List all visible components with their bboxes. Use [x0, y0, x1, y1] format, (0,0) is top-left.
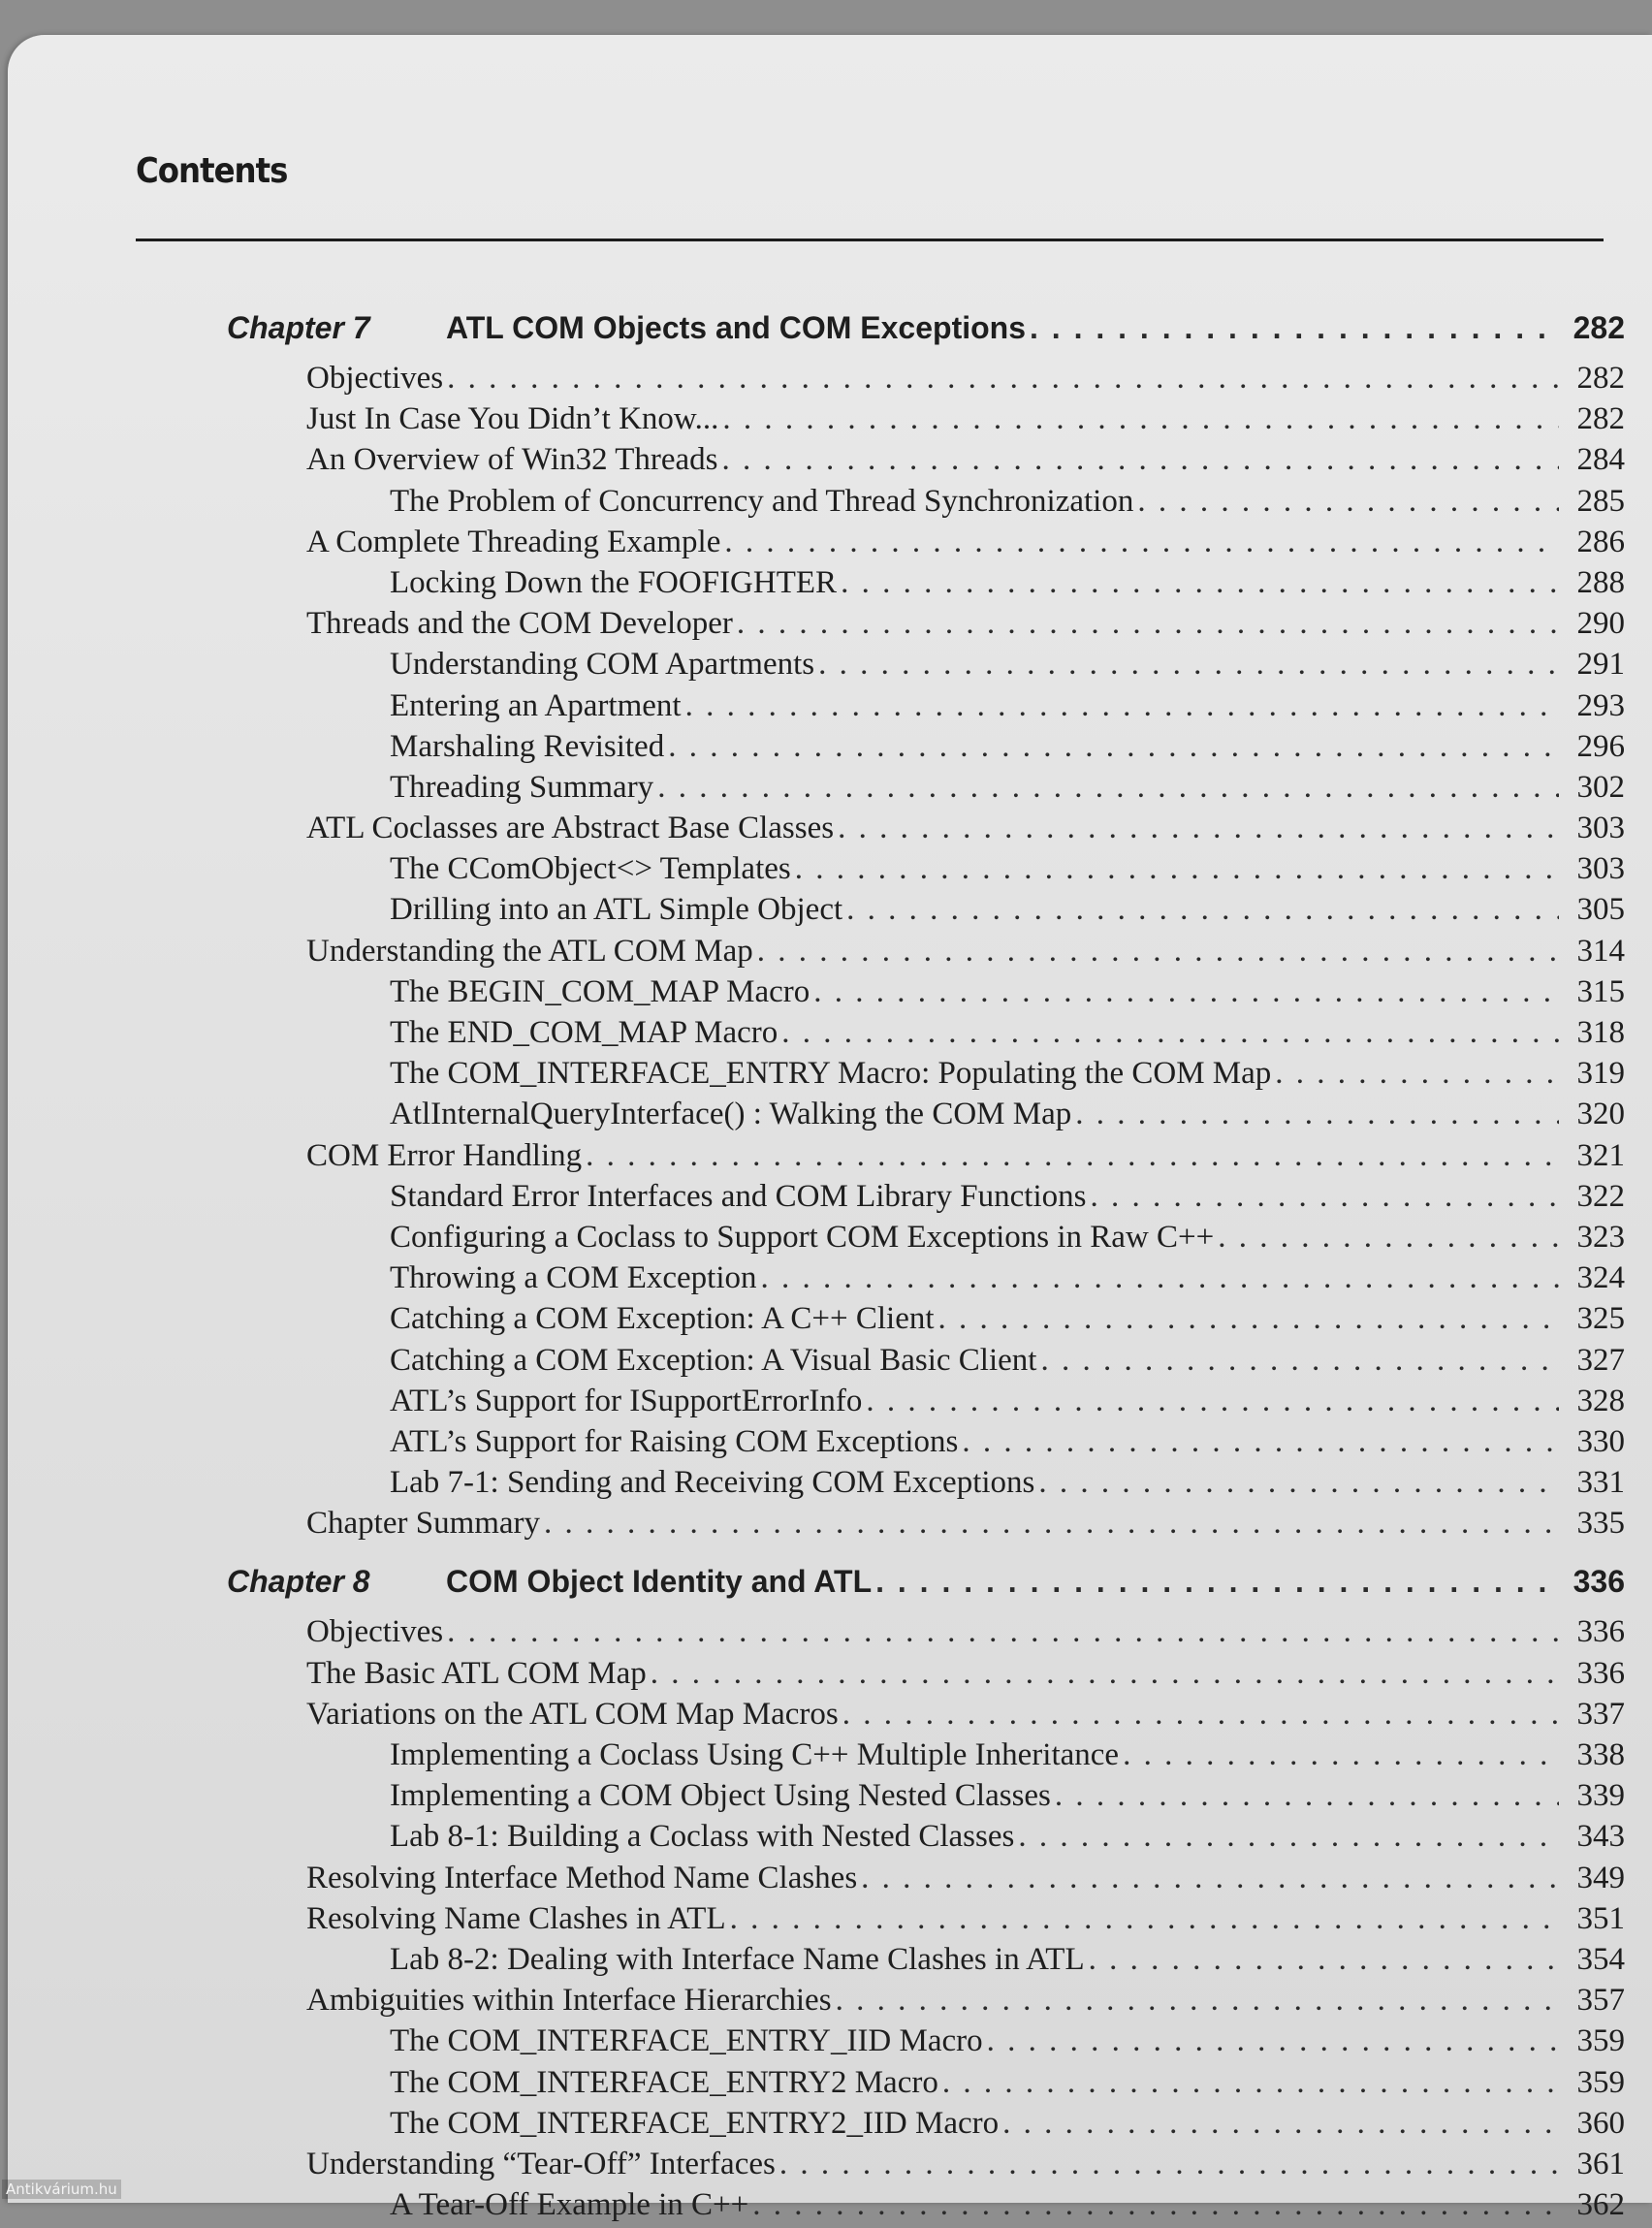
dot-leader	[752, 2187, 1559, 2223]
toc-entry-title: The COM_INTERFACE_ENTRY_IID Macro	[390, 2023, 983, 2059]
toc-entry	[8, 606, 1652, 647]
chapter-gap	[8, 1546, 1652, 1564]
dot-leader	[942, 2065, 1559, 2101]
toc-entry	[8, 2023, 1652, 2064]
dot-leader	[1018, 1819, 1559, 1855]
toc-entry-title: COM Error Handling	[306, 1137, 583, 1173]
toc-entry	[8, 1778, 1652, 1819]
toc-entry-title: Lab 7-1: Sending and Receiving COM Exceptions	[390, 1465, 1035, 1501]
dot-leader	[724, 525, 1559, 560]
dot-leader	[447, 361, 1559, 397]
dot-leader	[779, 2147, 1559, 2182]
dot-leader	[842, 1697, 1559, 1733]
toc-entry-title: ATL’s Support for Raising COM Exceptions	[390, 1423, 959, 1459]
toc-entry	[8, 688, 1652, 729]
dot-leader	[1038, 1465, 1559, 1501]
toc-entry	[8, 1424, 1652, 1465]
toc-entry	[8, 484, 1652, 525]
toc-entry-title: Catching a COM Exception: A C++ Client	[390, 1301, 935, 1337]
running-head: Contents	[136, 151, 288, 191]
toc-entry	[8, 565, 1652, 606]
toc-entry-page-number: 343	[1576, 1819, 1625, 1855]
toc-entry-page-number: 325	[1576, 1301, 1625, 1337]
dot-leader	[841, 565, 1559, 601]
toc-entry-page-number: 302	[1576, 769, 1625, 805]
toc-entry-page-number: 293	[1576, 687, 1625, 723]
dot-leader	[761, 1260, 1559, 1296]
toc-entry	[8, 361, 1652, 401]
toc-entry	[8, 934, 1652, 974]
toc-entry-page-number: 331	[1576, 1465, 1625, 1501]
toc-entry-page-number: 282	[1576, 401, 1625, 437]
dot-leader	[838, 811, 1559, 846]
toc-entry-page-number: 357	[1576, 1983, 1625, 2019]
toc-entry-page-number: 336	[1576, 1655, 1625, 1691]
toc-entry-title: Configuring a Coclass to Support COM Exceptions in Raw C++	[390, 1219, 1215, 1255]
toc-entry	[8, 401, 1652, 442]
toc-entry	[8, 1506, 1652, 1546]
toc-entry	[8, 1983, 1652, 2023]
dot-leader	[866, 1384, 1559, 1419]
toc-entry-title: Catching a COM Exception: A Visual Basic Client	[390, 1342, 1037, 1378]
toc-entry-title: A Tear-Off Example in C++	[390, 2187, 749, 2223]
toc-entry	[8, 729, 1652, 770]
toc-entry	[8, 1901, 1652, 1942]
chapter-number: Chapter 7	[227, 310, 370, 345]
toc-entry-page-number: 290	[1576, 606, 1625, 642]
toc-entry-page-number: 296	[1576, 728, 1625, 764]
toc-entry-title: Lab 8-1: Building a Coclass with Nested Classes	[390, 1819, 1015, 1855]
toc-entry	[8, 1015, 1652, 1056]
toc-entry-page-number: 286	[1576, 524, 1625, 559]
toc-entry-page-number: 315	[1576, 973, 1625, 1009]
toc-entry	[8, 442, 1652, 483]
toc-entry-page-number: 303	[1576, 811, 1625, 846]
chapter-title: ATL COM Objects and COM Exceptions	[446, 310, 1026, 345]
dot-leader	[987, 2023, 1559, 2059]
toc-entry-page-number: 362	[1576, 2187, 1625, 2223]
dot-leader	[861, 1861, 1559, 1896]
toc-entry-title: ATL Coclasses are Abstract Base Classes	[306, 811, 835, 846]
toc-entry	[8, 1819, 1652, 1860]
toc-entry-title: Lab 8-2: Dealing with Interface Name Clashes in ATL	[390, 1941, 1085, 1977]
toc-entry-title: Just In Case You Didn’t Know...	[306, 401, 719, 437]
toc-entry-page-number: 359	[1576, 2064, 1625, 2100]
dot-leader	[447, 1614, 1559, 1650]
toc-entry-page-number: 324	[1576, 1260, 1625, 1296]
dot-leader	[1275, 1056, 1559, 1092]
toc-entry-page-number: 338	[1576, 1737, 1625, 1772]
dot-leader	[795, 851, 1559, 887]
dot-leader	[875, 1564, 1559, 1600]
toc-entry	[8, 1697, 1652, 1737]
dot-leader	[962, 1424, 1559, 1460]
watermark: Antikvárium.hu	[2, 2180, 121, 2199]
dot-leader	[836, 1983, 1559, 2019]
toc-entry-title: AtlInternalQueryInterface() : Walking the COM Map	[390, 1097, 1072, 1132]
dot-leader	[1090, 1179, 1559, 1215]
toc-entry-title: The COM_INTERFACE_ENTRY Macro: Populating the COM Map	[390, 1056, 1272, 1092]
toc-entry-title: Drilling into an ATL Simple Object	[390, 892, 843, 928]
dot-leader	[1218, 1220, 1559, 1256]
toc-entry	[8, 2187, 1652, 2228]
toc-entry	[8, 974, 1652, 1015]
toc-entry-title: Standard Error Interfaces and COM Library Functions	[390, 1178, 1087, 1214]
toc-entry	[8, 892, 1652, 933]
toc-entry-page-number: 335	[1576, 1506, 1625, 1542]
dot-leader	[1002, 2106, 1559, 2142]
toc-entry-title: Objectives	[306, 1614, 444, 1650]
toc-entry	[8, 1097, 1652, 1137]
toc-entry-title: Ambiguities within Interface Hierarchies	[306, 1983, 832, 2019]
toc-entry-page-number: 314	[1576, 933, 1625, 969]
dot-leader	[781, 1015, 1559, 1051]
toc-entry	[8, 1737, 1652, 1778]
toc-entry-title: Objectives	[306, 361, 444, 396]
toc-entry-title: Understanding COM Apartments	[390, 647, 815, 683]
toc-entry-title: The BEGIN_COM_MAP Macro	[390, 973, 810, 1009]
toc-entry	[8, 1614, 1652, 1655]
toc-entry	[8, 1343, 1652, 1384]
toc-entry-title: Implementing a COM Object Using Nested Classes	[390, 1778, 1051, 1814]
dot-leader	[722, 442, 1559, 478]
book-page	[8, 35, 1652, 2223]
chapter-title: COM Object Identity and ATL	[446, 1564, 873, 1600]
toc-entry	[8, 811, 1652, 851]
dot-leader	[544, 1506, 1559, 1542]
chapter-page-number: 282	[1573, 310, 1625, 345]
toc-entry-title: Resolving Name Clashes in ATL	[306, 1900, 726, 1936]
dot-leader	[1075, 1097, 1559, 1132]
toc-entry-page-number: 360	[1576, 2105, 1625, 2141]
toc-entry-title: The COM_INTERFACE_ENTRY2_IID Macro	[390, 2105, 1000, 2141]
toc-entry	[8, 1220, 1652, 1260]
toc-entry	[8, 2065, 1652, 2106]
header-rule	[136, 239, 1604, 241]
toc-entry	[8, 1465, 1652, 1506]
toc-entry	[8, 1260, 1652, 1301]
toc-entry-page-number: 305	[1576, 892, 1625, 928]
toc-entry-page-number: 285	[1576, 483, 1625, 519]
toc-entry-page-number: 284	[1576, 442, 1625, 478]
toc-entry-page-number: 288	[1576, 564, 1625, 600]
toc-entry-page-number: 351	[1576, 1900, 1625, 1936]
toc-entry-title: The COM_INTERFACE_ENTRY2 Macro	[390, 2064, 938, 2100]
toc-entry-page-number: 337	[1576, 1696, 1625, 1732]
toc-entry-title: A Complete Threading Example	[306, 524, 721, 559]
dot-leader	[668, 729, 1559, 765]
toc-entry-page-number: 322	[1576, 1178, 1625, 1214]
toc-entry-title: Variations on the ATL COM Map Macros	[306, 1696, 839, 1732]
dot-leader	[846, 892, 1559, 928]
chapter-heading	[8, 310, 1652, 361]
toc-entry-page-number: 327	[1576, 1342, 1625, 1378]
dot-leader	[1055, 1778, 1559, 1814]
toc-entry-title: Implementing a Coclass Using C++ Multiple Inheritance	[390, 1737, 1120, 1772]
dot-leader	[685, 688, 1559, 724]
dot-leader	[818, 647, 1559, 683]
toc-entry-page-number: 354	[1576, 1941, 1625, 1977]
toc-entry-title: Threads and the COM Developer	[306, 606, 733, 642]
dot-leader	[813, 974, 1559, 1010]
toc-entry-title: The END_COM_MAP Macro	[390, 1015, 778, 1050]
toc-entry-title: Threading Summary	[390, 769, 654, 805]
table-of-contents	[8, 310, 1652, 2228]
toc-entry-page-number: 336	[1576, 1614, 1625, 1650]
toc-entry-page-number: 291	[1576, 647, 1625, 683]
toc-entry-page-number: 323	[1576, 1219, 1625, 1255]
dot-leader	[730, 1901, 1559, 1937]
toc-entry-title: The Basic ATL COM Map	[306, 1655, 647, 1691]
dot-leader	[1040, 1343, 1559, 1379]
dot-leader	[1030, 310, 1559, 346]
toc-entry	[8, 770, 1652, 811]
toc-entry-page-number: 349	[1576, 1860, 1625, 1895]
toc-entry	[8, 1056, 1652, 1097]
toc-entry-page-number: 318	[1576, 1015, 1625, 1050]
dot-leader	[651, 1656, 1559, 1692]
toc-entry-page-number: 282	[1576, 361, 1625, 396]
toc-entry-page-number: 321	[1576, 1137, 1625, 1173]
toc-entry-title: An Overview of Win32 Threads	[306, 442, 718, 478]
toc-entry-page-number: 328	[1576, 1383, 1625, 1418]
dot-leader	[1089, 1942, 1559, 1978]
toc-entry	[8, 1384, 1652, 1424]
dot-leader	[657, 770, 1559, 806]
toc-entry	[8, 851, 1652, 892]
chapter-heading	[8, 1564, 1652, 1614]
toc-entry	[8, 1301, 1652, 1342]
dot-leader	[1137, 484, 1559, 520]
toc-entry-title: ATL’s Support for ISupportErrorInfo	[390, 1383, 863, 1418]
toc-entry-title: Understanding the ATL COM Map	[306, 933, 753, 969]
dot-leader	[722, 401, 1559, 437]
toc-entry	[8, 1179, 1652, 1220]
chapter-number: Chapter 8	[227, 1564, 370, 1600]
toc-entry-page-number: 320	[1576, 1097, 1625, 1132]
toc-entry-page-number: 319	[1576, 1056, 1625, 1092]
toc-entry-title: Chapter Summary	[306, 1506, 541, 1542]
toc-entry-title: Marshaling Revisited	[390, 728, 665, 764]
toc-entry-title: Locking Down the FOOFIGHTER	[390, 564, 838, 600]
dot-leader	[1123, 1737, 1559, 1773]
toc-entry	[8, 1861, 1652, 1901]
toc-entry	[8, 647, 1652, 687]
toc-entry-page-number: 339	[1576, 1778, 1625, 1814]
toc-entry	[8, 2147, 1652, 2187]
dot-leader	[737, 606, 1559, 642]
toc-entry-title: The Problem of Concurrency and Thread Synchronization	[390, 483, 1134, 519]
toc-entry-title: Entering an Apartment	[390, 687, 682, 723]
toc-entry-title: Resolving Interface Method Name Clashes	[306, 1860, 858, 1895]
toc-entry	[8, 1656, 1652, 1697]
toc-entry-title: The CComObject<> Templates	[390, 851, 791, 887]
toc-entry	[8, 2106, 1652, 2147]
toc-entry-page-number: 303	[1576, 851, 1625, 887]
toc-entry-page-number: 330	[1576, 1423, 1625, 1459]
toc-entry-page-number: 359	[1576, 2023, 1625, 2059]
toc-entry	[8, 1138, 1652, 1179]
dot-leader	[938, 1301, 1559, 1337]
toc-entry-page-number: 361	[1576, 2146, 1625, 2181]
dot-leader	[757, 934, 1559, 970]
toc-entry-title: Throwing a COM Exception	[390, 1260, 757, 1296]
toc-entry-title: Understanding “Tear-Off” Interfaces	[306, 2146, 776, 2181]
chapter-page-number: 336	[1573, 1564, 1625, 1600]
dot-leader	[586, 1138, 1559, 1174]
toc-entry	[8, 525, 1652, 565]
toc-entry	[8, 1942, 1652, 1983]
